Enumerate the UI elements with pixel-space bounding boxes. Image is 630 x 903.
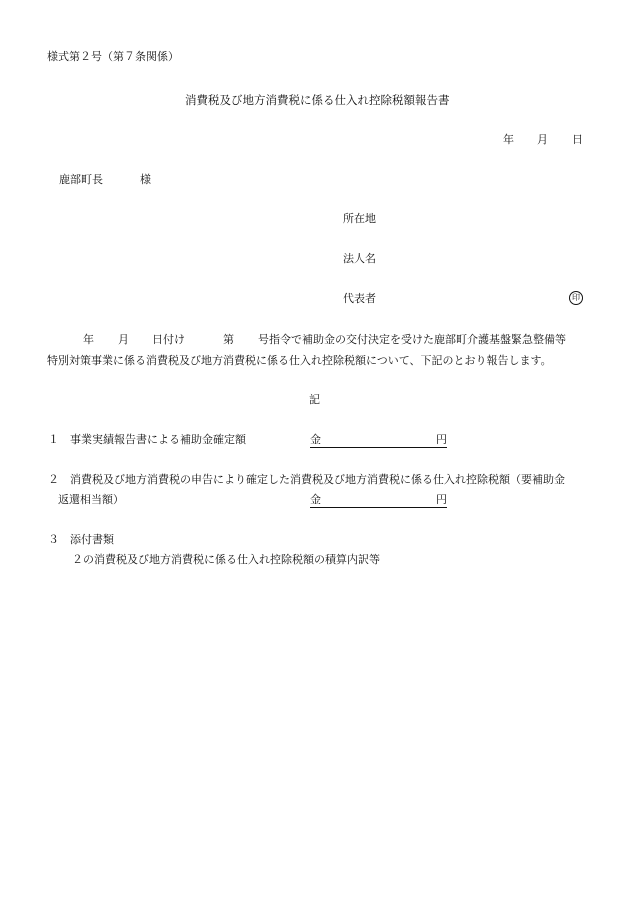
corp-name-label: 法人名 [343,252,376,265]
item3-label: 添付書類 [70,533,114,546]
item1-amount-prefix: 金 [310,433,321,446]
item1-label: 事業実績報告書による補助金確定額 [70,433,246,446]
form-number: 様式第２号（第７条関係） [47,50,179,63]
item1-amount-unit: 円 [436,433,447,446]
body-day: 日付け [152,333,185,346]
item3-number: ３ [48,533,59,546]
address-label: 所在地 [343,212,376,225]
body-month: 月 [118,333,129,346]
seal-mark: 印 [569,291,583,305]
item2-amount-unit: 円 [436,493,447,506]
addressee-name: 鹿部町長 [59,173,103,186]
ki-heading: 記 [309,393,320,406]
item2-label-line1: 消費税及び地方消費税の申告により確定した消費税及び地方消費税に係る仕入れ控除税額（要補助金 [70,473,565,486]
addressee-honorific: 様 [140,173,151,186]
body-line1: 号指令で補助金の交付決定を受けた鹿部町介護基盤緊急整備等 [258,333,566,346]
item2-label-line2: 返還相当額） [58,493,124,506]
item2-amount-underline [310,507,447,508]
date-year: 年 [503,133,514,146]
item1-number: １ [48,433,59,446]
item2-number: ２ [48,473,59,486]
body-line2: 特別対策事業に係る消費税及び地方消費税に係る仕入れ控除税額について、下記のとおり報告します。 [47,354,552,367]
item3-detail: ２の消費税及び地方消費税に係る仕入れ控除税額の積算内訳等 [72,553,380,566]
item2-amount-prefix: 金 [310,493,321,506]
body-year: 年 [83,333,94,346]
body-number-prefix: 第 [223,333,234,346]
item1-amount-underline [310,447,447,448]
document-title: 消費税及び地方消費税に係る仕入れ控除税額報告書 [185,93,450,107]
representative-label: 代表者 [343,292,376,305]
date-day: 日 [572,133,583,146]
date-month: 月 [537,133,548,146]
